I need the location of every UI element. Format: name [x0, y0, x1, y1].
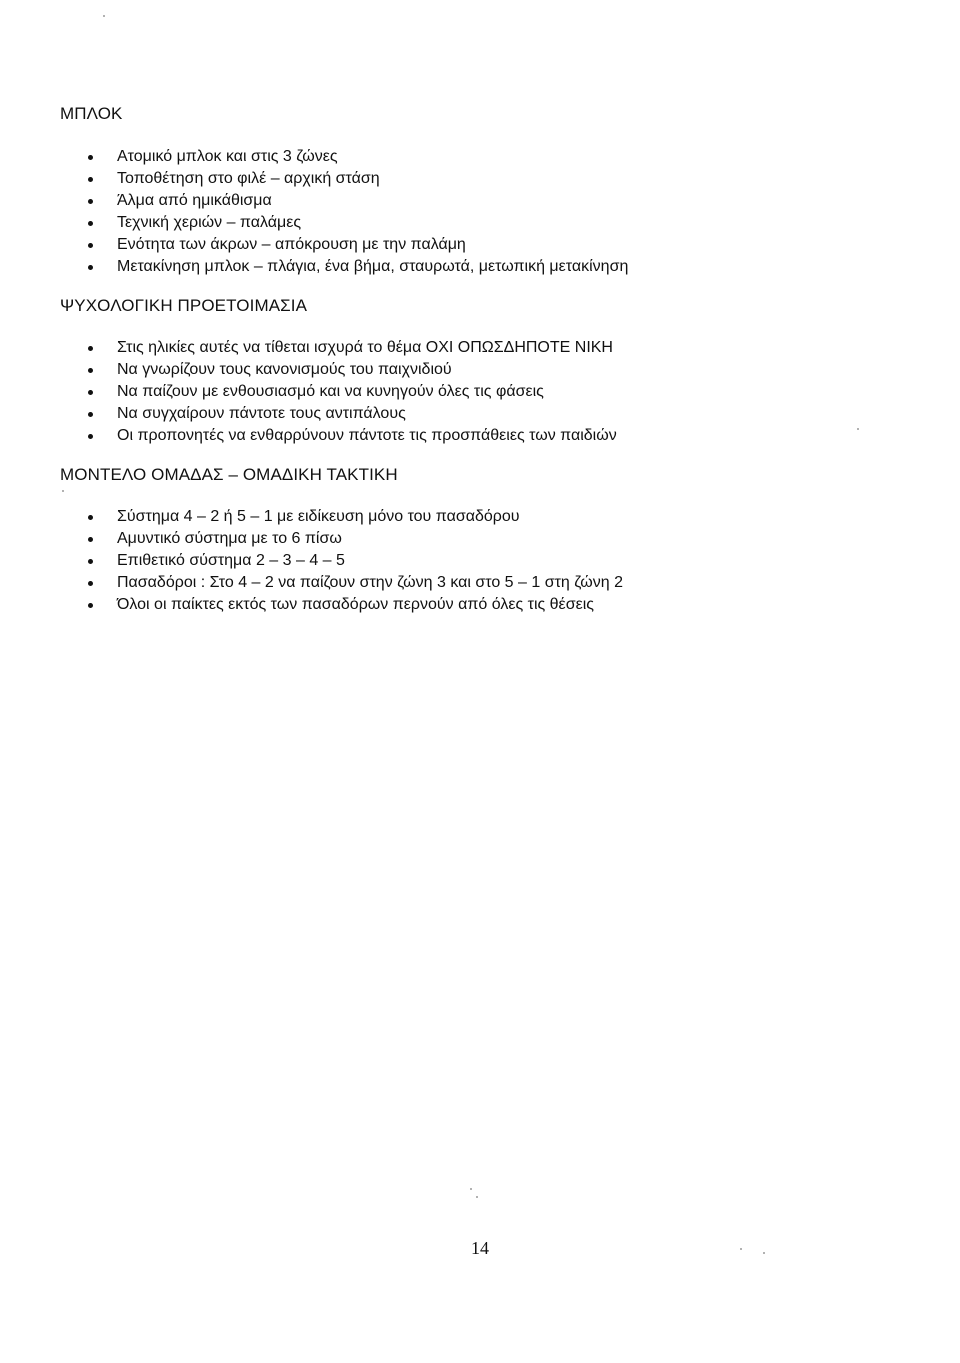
bullet-icon — [88, 199, 93, 204]
section-heading-psychological-preparation: ΨΥΧΟΛΟΓΙΚΗ ΠΡΟΕΤΟΙΜΑΣΙΑ — [60, 296, 308, 315]
bullet-icon — [88, 603, 93, 608]
scan-speck — [103, 15, 105, 17]
document-page: ΜΠΛΟΚ Ατομικό μπλοκ και στις 3 ζώνες Τοποθέτηση στο φιλέ – αρχική στάση Άλμα από ημικάθισμα Τεχνική χεριών – παλάμες Ενότητα των άκρων – απόκρουση με την παλάμη Μετακίνηση μπλοκ – πλάγια, ένα βήμα, σταυρωτά, μετωπική μετακίνηση ΨΥΧΟΛΟΓΙΚΗ ΠΡΟΕΤΟΙΜΑΣΙΑ Στις ηλικίες αυτές να τίθεται ισχυρά το θέμα ΟΧΙ ΟΠΩΣΔΗΠΟΤΕ ΝΙΚΗ Να γνωρίζουν τους κανονισμούς του παιχνιδιού Να παίζουν με ενθουσιασμό και να κυνηγούν όλες τις φάσεις Να συγχαίρουν πάντοτε τους αντιπάλους Οι προπονητές να ενθαρρύνουν πάντοτε τις προσπάθειες των παιδιών ΜΟΝΤΕΛΟ ΟΜΑΔΑΣ – ΟΜΑΔΙΚΗ ΤΑΚΤΙΚΗ Σύστημα 4 – 2 ή 5 – 1 με ειδίκευση μόνο του πασαδόρου Αμυντικό σύστημα με το 6 πίσω Επιθετικό σύστημα 2 – 3 – 4 – 5 Πασαδόροι : Στο 4 – 2 να παίζουν στην ζώνη 3 και στο 5 – 1 στη ζώνη 2 Όλοι οι παίκτες εκτός των πασαδόρων περνούν από όλες τις θέσεις 14 — [0, 0, 960, 1363]
bullet-icon — [88, 581, 93, 586]
bullet-icon — [88, 155, 93, 160]
bullet-icon — [88, 412, 93, 417]
bullet-icon — [88, 390, 93, 395]
bullet-icon — [88, 177, 93, 182]
bullet-icon — [88, 515, 93, 520]
scan-speck — [857, 428, 859, 430]
bullet-icon — [88, 221, 93, 226]
section-heading-team-model: ΜΟΝΤΕΛΟ ΟΜΑΔΑΣ – ΟΜΑΔΙΚΗ ΤΑΚΤΙΚΗ — [60, 465, 398, 484]
bullet-icon — [88, 559, 93, 564]
bullet-icon — [88, 368, 93, 373]
bullet-icon — [88, 243, 93, 248]
bullet-icon — [88, 434, 93, 439]
bullet-icon — [88, 346, 93, 351]
bullet-icon — [88, 537, 93, 542]
page-number: 14 — [471, 1238, 489, 1258]
section-heading-block: ΜΠΛΟΚ — [60, 104, 123, 123]
scan-speck — [62, 490, 64, 492]
scan-speck — [740, 1248, 742, 1250]
scan-speck — [476, 1196, 478, 1198]
scan-speck — [470, 1188, 472, 1190]
bullet-icon — [88, 265, 93, 270]
scan-speck — [763, 1252, 765, 1254]
